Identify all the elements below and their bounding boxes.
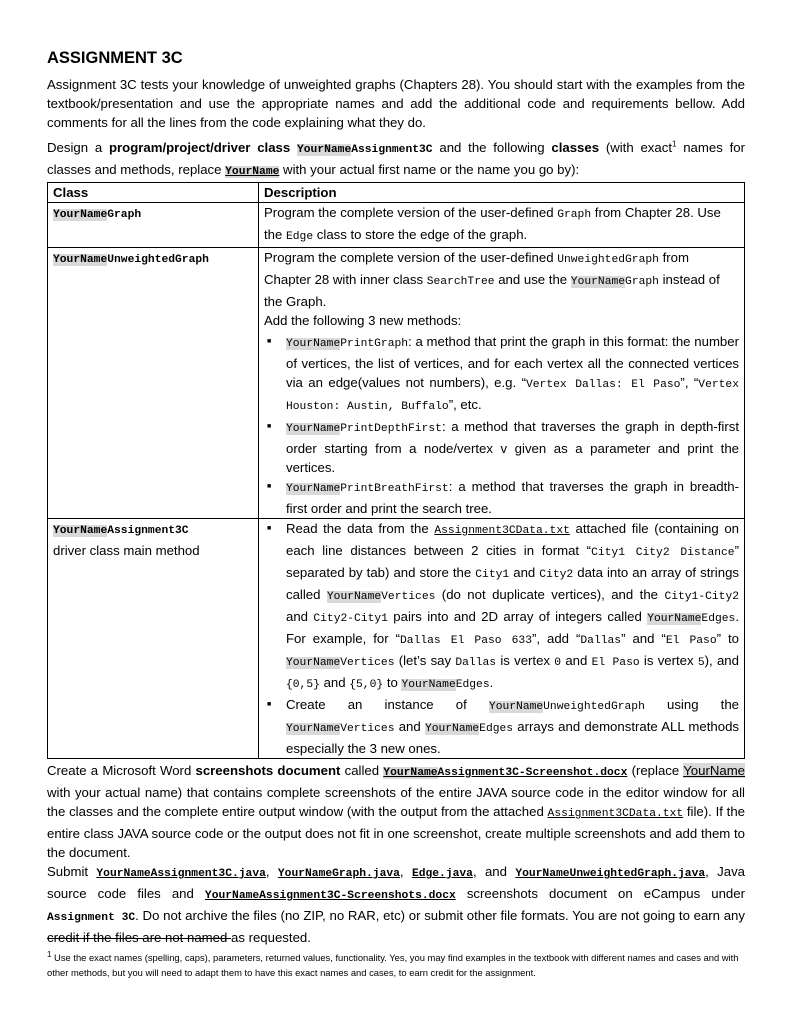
description-cell: [259, 519, 745, 759]
list-item: ■ YourNamePrintGraph: a method that print the graph in this format: the number of vertices, the list of vertices, and for each vertex all the connected vertices via an edge(values not numbers), e.g. “Vertex Dallas: El Paso”, “Vertex Houston: Austin, Buffalo”, etc.: [286, 332, 739, 417]
description-cell: Program the complete version of the user-defined UnweightedGraph from Chapter 28 with inner class SearchTree and use the YourNameGraph instead of the Graph. Add the following 3 new methods: ■ YourNamePrintGraph: a method that print the graph in this format: the number of vertices, the list of vertices, and for each vertex all the connected vertices via an edge(values not numbers), e.g. “Vertex Dallas: El Paso”, “Vertex Houston: Austin, Buffalo”, etc. ■ YourNamePrintDepthFirst: a method that traverses the graph in depth-first order starting from a node/vertex v given as a parameter and print the vertices. ■ YourNamePrintBreathFirst: a method that traverses the graph in breadth-first order and print the search tree.: [259, 248, 745, 519]
list-item: ■ YourNamePrintBreathFirst: a method that traverses the graph in breadth-first order and print the search tree.: [286, 477, 739, 518]
footnote-separator: [47, 938, 231, 939]
design-paragraph: Design a program/project/driver class YourNameAssignment3C and the following classes (with exact$^1$ names for classes and methods, replace YourName with your actual first name or the name you go by):: [47, 139, 745, 178]
column-header-description: Description: [259, 183, 745, 203]
driver-steps-list: [264, 519, 739, 758]
class-name-cell: YourNameGraph: [48, 203, 259, 248]
table-row: [48, 519, 745, 759]
class-name-cell: YourNameAssignment3C driver class main method: [48, 519, 259, 759]
table-row: [48, 203, 745, 248]
screenshots-paragraph: Create a Microsoft Word screenshots document called YourNameAssignment3C-Screenshot.docx (replace YourName with your actual name) that contains complete screenshots of the entire JAVA source code in the editor window for all the classes and the complete entire output window (with the output from the attached Assignment3CData.txt file). If the entire class JAVA source code or the output does not fit in one screenshot, create multiple screenshots and add them to the document.: [47, 763, 746, 860]
new-methods-list: [264, 332, 739, 518]
list-item: ■ YourNamePrintDepthFirst: a method that traverses the graph in depth-first order starting from a node/vertex v given as a parameter and print the vertices.: [286, 417, 739, 477]
list-item: ■ Create an instance of YourNameUnweightedGraph using the YourNameVertices and YourNameEdges arrays and demonstrate ALL methods especially the 3 new ones.: [286, 695, 739, 758]
footnote: [47, 950, 745, 980]
page-title: ASSIGNMENT 3C: [47, 49, 183, 67]
footnote-text: Use the exact names (spelling, caps), parameters, returned values, functionality. Yes, you may find examples in the textbook with different names and cases and with other methods, but you will need to adapt them to have this exact names and cases, to earn credit for the assignment.: [47, 952, 739, 978]
footnote-number: 1: [47, 949, 52, 959]
column-header-class: Class: [48, 183, 259, 203]
footnote-ref: 1: [671, 139, 677, 149]
description-cell: Program the complete version of the user-defined Graph from Chapter 28. Use the Edge class to store the edge of the graph.: [259, 203, 745, 248]
submit-paragraph: Submit YourNameAssignment3C.java, YourNameGraph.java, Edge.java, and YourNameUnweightedGraph.java, Java source code files and YourNameAssignment3C-Screenshots.docx screenshots document on eCampus under Assignment 3C. Do not archive the files (no ZIP, no RAR, etc) or submit other file formats. You are not going to earn any credit if the files are not named as requested.: [47, 864, 746, 945]
intro-paragraph: Assignment 3C tests your knowledge of unweighted graphs (Chapters 28). You should start with the examples from the textbook/presentation and use the appropriate names and add the additional code and requirements bellow. Add comments for all the lines from the code explaining what they do.: [47, 77, 745, 130]
list-item: ■ Read the data from the Assignment3CData.txt attached file (containing on each line distances between 2 cities in format “City1 City2 Distance” separated by tab) and store the City1 and City2 data into an array of strings called YourNameVertices (do not duplicate vertices), and the City1-City2 and City2-City1 pairs into and 2D array of integers called YourNameEdges. For example, for “Dallas El Paso 633”, add “Dallas” and “El Paso” to YourNameVertices (let’s say Dallas is vertex 0 and El Paso is vertex 5), and {0,5} and {5,0} to YourNameEdges.: [286, 519, 739, 695]
requirements-table: [47, 182, 745, 759]
table-row: [48, 248, 745, 519]
class-name-cell: YourNameUnweightedGraph: [48, 248, 259, 519]
table-header-row: [48, 183, 745, 203]
document-page: [47, 47, 745, 947]
